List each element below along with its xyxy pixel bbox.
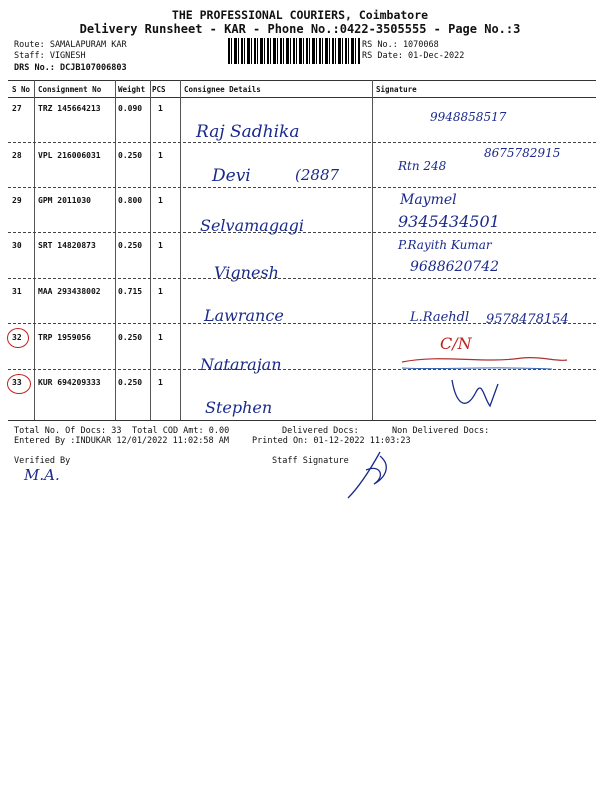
col-header-sno: S No <box>12 85 31 94</box>
strike-marks <box>12 128 172 268</box>
row-weight: 0.800 <box>118 196 143 205</box>
col-header-weight: Weight <box>118 85 146 94</box>
table-header-border <box>8 97 596 98</box>
entered-by: Entered By :INDUKAR 12/01/2022 11:02:58 AM <box>14 436 229 446</box>
row-sno: 28 <box>12 151 22 160</box>
staff-label: Staff: VIGNESH <box>14 51 86 61</box>
row-weight: 0.250 <box>118 241 143 250</box>
handwritten-signature: 8675782915 <box>484 146 561 160</box>
total-cod: Total COD Amt: 0.00 <box>132 426 230 436</box>
row-sno: 29 <box>12 196 22 205</box>
row-consignment: GPM 2011030 <box>38 196 91 205</box>
row-sno: 32 <box>12 333 22 342</box>
row-sno: 27 <box>12 104 22 113</box>
verifier-initials: M.A. <box>24 466 60 484</box>
handwritten-name: Raj Sadhika <box>196 122 300 142</box>
route-label: Route: SAMALAPURAM KAR <box>14 40 127 50</box>
row-weight: 0.250 <box>118 151 143 160</box>
row-pcs: 1 <box>158 151 163 160</box>
handwritten-signature: 9948858517 <box>430 110 507 124</box>
drs-number: DRS No.: DCJB107006803 <box>14 63 127 73</box>
signature-scribbles <box>372 340 598 420</box>
row-consignment: TRP 1959056 <box>38 333 91 342</box>
row-consignment: VPL 216006031 <box>38 151 101 160</box>
col-header-consignment: Consignment No <box>38 85 102 94</box>
handwritten-signature: P.Rayith Kumar <box>398 238 492 252</box>
row-divider <box>8 278 596 279</box>
handwritten-signature: Maymel <box>400 192 457 208</box>
table-bottom-border <box>8 420 596 421</box>
handwritten-signature: Rtn 248 <box>398 159 447 173</box>
handwritten-signature: 9578478154 <box>486 312 569 327</box>
row-consignment: KUR 694209333 <box>38 378 101 387</box>
row-sno: 33 <box>12 378 22 387</box>
handwritten-signature: 9688620742 <box>410 259 500 275</box>
handwritten-name: (2887 <box>295 166 340 184</box>
row-pcs: 1 <box>158 287 163 296</box>
runsheet-subtitle: Delivery Runsheet - KAR - Phone No.:0422-3505555 - Page No.:3 <box>79 22 521 36</box>
handwritten-signature: L.Raehdl <box>410 310 470 325</box>
verified-by-label: Verified By <box>14 456 71 466</box>
row-pcs: 1 <box>158 241 163 250</box>
handwritten-signature: C/N <box>440 334 472 353</box>
row-pcs: 1 <box>158 196 163 205</box>
handwritten-signature: 9345434501 <box>398 212 500 231</box>
row-weight: 0.250 <box>118 333 143 342</box>
row-sno: 30 <box>12 241 22 250</box>
printed-on: Printed On: 01-12-2022 11:03:23 <box>252 436 411 446</box>
barcode-image <box>228 38 360 64</box>
row-pcs: 1 <box>158 333 163 342</box>
row-consignment: SRT 14820873 <box>38 241 96 250</box>
staff-signature-label: Staff Signature <box>272 456 349 466</box>
delivered-docs: Delivered Docs: <box>282 426 359 436</box>
staff-signature-scribble <box>340 446 420 506</box>
handwritten-name: Vignesh <box>214 263 279 282</box>
row-pcs: 1 <box>158 378 163 387</box>
handwritten-name: Lawrance <box>204 306 284 325</box>
col-header-signature: Signature <box>376 85 417 94</box>
row-weight: 0.090 <box>118 104 143 113</box>
col-header-consignee: Consignee Details <box>184 85 261 94</box>
row-consignment: TRZ 145664213 <box>38 104 101 113</box>
handwritten-name: Devi <box>212 166 251 186</box>
row-weight: 0.250 <box>118 378 143 387</box>
company-title: THE PROFESSIONAL COURIERS, Coimbatore <box>171 8 429 22</box>
rs-number: RS No.: 1070068 <box>362 40 439 50</box>
col-header-pcs: PCS <box>152 85 166 94</box>
total-docs: Total No. Of Docs: 33 <box>14 426 122 436</box>
row-consignment: MAA 293438002 <box>38 287 101 296</box>
table-top-border <box>8 80 596 81</box>
rs-date: RS Date: 01-Dec-2022 <box>362 51 465 61</box>
row-pcs: 1 <box>158 104 163 113</box>
row-weight: 0.715 <box>118 287 143 296</box>
handwritten-name: Selvamagagi <box>200 216 304 235</box>
handwritten-name: Stephen <box>205 398 273 417</box>
row-sno: 31 <box>12 287 22 296</box>
non-delivered-docs: Non Delivered Docs: <box>392 426 490 436</box>
handwritten-name: Natarajan <box>200 355 282 374</box>
